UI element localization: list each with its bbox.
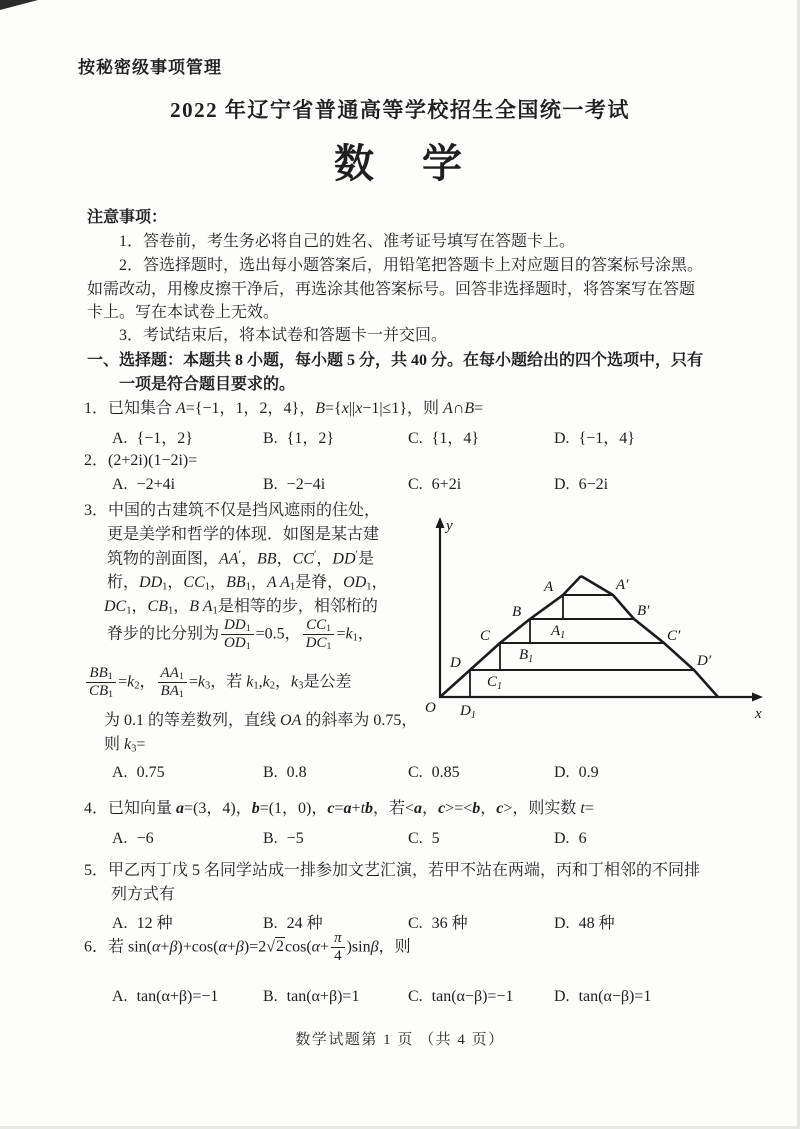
q2-options bbox=[112, 476, 776, 494]
q3-stem-line3: 筑物的剖面图，AA′，BB，CC′，DD′是 bbox=[107, 549, 374, 568]
q2-stem: 2．(2+2i)(1−2i)= bbox=[84, 452, 198, 469]
notice-item-2-line3: 卡上。写在本试卷上无效。 bbox=[87, 304, 280, 321]
q1-option-c bbox=[408, 425, 554, 448]
option-text: tan(α−β)=1 bbox=[578, 988, 652, 1005]
option-text: 12 种 bbox=[136, 915, 173, 932]
exam-title: 2022 年辽宁省普通高等学校招生全国统一考试 bbox=[170, 98, 630, 122]
q2-option-c bbox=[408, 476, 554, 494]
option-text: {−1，2} bbox=[136, 430, 193, 447]
option-text: tan(α−β)=−1 bbox=[431, 988, 514, 1005]
q2-option-b bbox=[263, 476, 408, 494]
notice-item-1: 1．答卷前，考生务必将自己的姓名、准考证号填写在答题卡上。 bbox=[119, 233, 576, 250]
q4-option-d bbox=[554, 830, 776, 848]
q4-stem: 4．已知向量 a=(3，4)，b=(1，0)，c=a+tb，若<a，c>=<b，c>，则实数 t= bbox=[84, 800, 594, 817]
q3-option-b bbox=[263, 764, 408, 782]
q3-stem-line4: 桁，DD1，CC1，BB1，A A1是脊，OD1， bbox=[107, 574, 388, 593]
notice-item-2-line2: 如需改动，用橡皮擦干净后，再选涂其他答案标号。回答非选择题时，将答案写在答题 bbox=[87, 281, 696, 298]
q3-stem-line9: 则 k3= bbox=[104, 736, 146, 755]
option-label: D. bbox=[554, 764, 570, 781]
y-axis-label: y bbox=[446, 518, 453, 534]
option-label: C. bbox=[408, 476, 423, 493]
q6-option-d bbox=[554, 988, 776, 1006]
option-label: D. bbox=[554, 915, 570, 932]
option-label: D. bbox=[554, 476, 570, 493]
option-text: {1，4} bbox=[431, 430, 480, 447]
option-label: B. bbox=[263, 988, 278, 1005]
q6-option-a bbox=[112, 988, 263, 1006]
option-label: A. bbox=[112, 830, 128, 847]
option-label: B. bbox=[263, 830, 278, 847]
option-label: C. bbox=[408, 830, 423, 847]
point-C1-label: $C_1$ bbox=[487, 674, 503, 692]
q1-option-b bbox=[263, 425, 408, 448]
option-text: 48 种 bbox=[578, 915, 615, 932]
option-label: A. bbox=[112, 915, 128, 932]
option-text: 6+2i bbox=[431, 476, 462, 493]
q3-stem-line1: 3．中国的古建筑不仅是挡风遮雨的住处， bbox=[84, 502, 381, 519]
q1-option-d bbox=[554, 425, 776, 448]
point-A1-label: $A_1$ bbox=[551, 623, 566, 641]
q2-option-a bbox=[112, 476, 263, 494]
q4-option-a bbox=[112, 830, 263, 848]
q4-options bbox=[112, 830, 776, 848]
origin-label: O bbox=[425, 700, 436, 716]
q5-option-c bbox=[408, 910, 554, 933]
x-axis-arrow bbox=[752, 693, 763, 702]
q3-stem-line5: DC1，CB1，B A1是相等的步，相邻桁的 bbox=[104, 598, 378, 617]
q6-option-b bbox=[263, 988, 408, 1006]
point-B-prime-label: B′ bbox=[637, 603, 650, 619]
option-label: D. bbox=[554, 430, 570, 447]
option-text: 0.85 bbox=[431, 764, 460, 781]
option-label: C. bbox=[408, 988, 423, 1005]
x-axis-label: x bbox=[755, 706, 762, 722]
notice-heading: 注意事项： bbox=[87, 209, 168, 226]
section-heading-line2: 一项是符合题目要求的。 bbox=[119, 376, 296, 393]
option-text: 0.8 bbox=[286, 764, 307, 781]
scan-corner-artifact bbox=[0, 0, 38, 10]
option-text: 5 bbox=[431, 830, 440, 847]
option-text: −2+4i bbox=[136, 476, 176, 493]
option-text: −6 bbox=[136, 830, 154, 847]
option-label: D. bbox=[554, 988, 570, 1005]
q3-stem-line2: 更是美学和哲学的体现．如图是某古建 bbox=[107, 526, 380, 543]
option-text: {−1，4} bbox=[578, 430, 635, 447]
option-text: 0.9 bbox=[578, 764, 599, 781]
option-label: C. bbox=[408, 764, 423, 781]
option-text: tan(α+β)=1 bbox=[286, 988, 360, 1005]
option-text: 6−2i bbox=[578, 476, 609, 493]
option-text: −2−4i bbox=[286, 476, 326, 493]
notice-item-3: 3．考试结束后，将本试卷和答题卡一并交回。 bbox=[119, 327, 448, 344]
option-label: B. bbox=[263, 476, 278, 493]
classification-label: 按秘密级事项管理 bbox=[78, 58, 222, 77]
roof-cross-section-figure bbox=[424, 512, 774, 737]
q6-stem: 6．若 sin(α+β)+cos(α+β)=2√2cos(α+ $\frac{\pi}{4}$ )sinβ，则 bbox=[84, 930, 411, 965]
q1-option-a bbox=[112, 425, 263, 448]
q5-stem-line2: 列方式有 bbox=[111, 886, 176, 903]
q6-option-c bbox=[408, 988, 554, 1006]
q5-option-d bbox=[554, 910, 776, 933]
q3-stem-line6: 脊步的比分别为 $\frac{DD1}{OD1}$ =0.5， $\frac{CC1}{DC1}$ =k1， bbox=[107, 617, 374, 653]
option-label: A. bbox=[112, 430, 128, 447]
option-text: 24 种 bbox=[286, 915, 323, 932]
q3-stem-line7: $\frac{BB1}{CB1}$ =k2， $\frac{AA1}{BA1}$ =k3，若 k1,k2，k3是公差 bbox=[84, 665, 351, 701]
q5-stem-line1: 5．甲乙丙丁戊 5 名同学站成一排参加文艺汇演，若甲不站在两端，丙和丁相邻的不同排 bbox=[84, 862, 701, 879]
q1-stem: 1．已知集合 A={−1，1，2，4}，B={x||x−1|≤1}，则 A∩B= bbox=[84, 400, 484, 417]
notice-item-2-line1: 2．答选择题时，选出每小题答案后，用铅笔把答题卡上对应题目的答案标号涂黑。 bbox=[119, 257, 704, 274]
option-text: tan(α+β)=−1 bbox=[136, 988, 219, 1005]
q3-options bbox=[112, 764, 776, 782]
q4-option-b bbox=[263, 830, 408, 848]
q6-options bbox=[112, 988, 776, 1006]
option-label: A. bbox=[112, 764, 128, 781]
q4-option-c bbox=[408, 830, 554, 848]
point-A-label: A bbox=[544, 579, 554, 595]
option-label: A. bbox=[112, 476, 128, 493]
page-footer: 数学试题第 1 页 （共 4 页） bbox=[295, 1032, 505, 1048]
q1-options bbox=[112, 425, 776, 448]
option-text: 0.75 bbox=[136, 764, 165, 781]
option-text: {1，2} bbox=[286, 430, 335, 447]
q3-stem-line8: 为 0.1 的等差数列，直线 OA 的斜率为 0.75， bbox=[104, 712, 418, 729]
point-D-label: D bbox=[450, 655, 461, 671]
q3-option-d bbox=[554, 764, 776, 782]
option-label: A. bbox=[112, 988, 128, 1005]
option-label: B. bbox=[263, 764, 278, 781]
option-text: 36 种 bbox=[431, 915, 468, 932]
option-text: −5 bbox=[286, 830, 304, 847]
section-heading-line1: 一、选择题：本题共 8 小题，每小题 5 分，共 40 分。在每小题给出的四个选项中，只有 bbox=[87, 352, 704, 369]
option-label: B. bbox=[263, 430, 278, 447]
option-label: C. bbox=[408, 915, 423, 932]
point-C-label: C bbox=[480, 628, 491, 644]
subject-title: 数 学 bbox=[334, 141, 466, 186]
point-D1-label: $D_1$ bbox=[460, 703, 476, 721]
point-D-prime-label: D′ bbox=[697, 653, 712, 669]
point-B-label: B bbox=[512, 604, 522, 620]
q2-option-d bbox=[554, 476, 776, 494]
option-label: D. bbox=[554, 830, 570, 847]
point-A-prime-label: A′ bbox=[616, 577, 629, 593]
q3-option-c bbox=[408, 764, 554, 782]
point-C-prime-label: C′ bbox=[667, 628, 681, 644]
point-B1-label: $B_1$ bbox=[519, 647, 534, 665]
y-axis-arrow bbox=[436, 517, 445, 528]
option-label: B. bbox=[263, 915, 278, 932]
q3-option-a bbox=[112, 764, 263, 782]
option-text: 6 bbox=[578, 830, 587, 847]
option-label: C. bbox=[408, 430, 423, 447]
